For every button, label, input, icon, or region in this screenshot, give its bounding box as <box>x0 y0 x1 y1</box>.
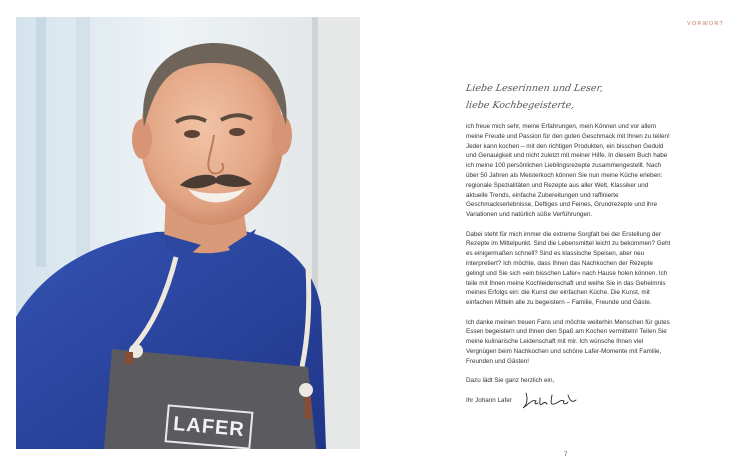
paragraph: Dabei steht für mich immer die extreme Sorgfalt bei der Erstellung der Rezepte im Mittelpunkt. Sind die Lebensmittel leicht zu bekommen? Geht es einigermaßen schnell? Sind es klassische Speisen, aber neu interpretiert? Ich möchte, dass Ihnen das Nachkochen der Rezepte gelingt und Sie sich »ein bisschen Lafer« nach Hause holen können. Ich teile mit Ihnen meine Kochleidenschaft und weihe Sie in das Geheimnis meines Erfolgs ein: die Kunst der einfachen Küche. Die Kunst, mit einfachen Mitteln alle zu begeistern – Familie, Freunde und Gäste. <box>466 230 671 307</box>
paragraph: Ihr Johann Lafer <box>466 396 512 404</box>
chef-portrait-photo <box>16 17 360 449</box>
salutation <box>466 80 666 114</box>
salutation-line-2: liebe Kochbegeisterte, <box>465 100 575 111</box>
foreword-body <box>466 122 671 415</box>
apron-logo: LAFER <box>165 404 254 449</box>
paragraph: Dazu lädt Sie ganz herzlich ein, <box>466 377 555 385</box>
salutation-line-1: Liebe Leserinnen und Leser, <box>465 83 604 94</box>
paragraph: ich freue mich sehr, meine Erfahrungen, mein Können und vor allem meine Freude und Passion für den guten Geschmack mit Ihnen zu teilen! Jeder kann kochen – mit den richtigen Produkten, ein bisschen Geduld und Genauigkeit und nicht zuletzt mit meiner Hilfe. In diesem Buch habe ich meine 100 persönlichen Lieblingsrezepte zusammengestellt. Nach über 50 Jahren als Meisterkoch können Sie nun meine Küche erleben: regionale Spezialitäten und Rezepte aus aller Welt, Klassiker und aktuelle Trends, einfache Zubereitungen und raffinierte Geschmackserlebnisse, Deftiges und Feines, Grundrezepte und ihre Variationen und natürlich süße Verführungen. <box>466 123 670 219</box>
paragraph: Ich danke meinen treuen Fans und möchte weiterhin Menschen für gutes Essen begeistern und Ihnen den Spaß am Kochen vermitteln! Teilen Sie meine kulinarische Leidenschaft mit mir. Ich wünsche Ihnen viel Vergnügen beim Nachkochen und schöne Lafer-Momente mit Familie, Freunden und Gästen! <box>466 318 670 365</box>
section-label: VORWORT <box>687 21 724 27</box>
handwritten-signature <box>520 389 580 411</box>
page-number: 7 <box>564 452 568 458</box>
